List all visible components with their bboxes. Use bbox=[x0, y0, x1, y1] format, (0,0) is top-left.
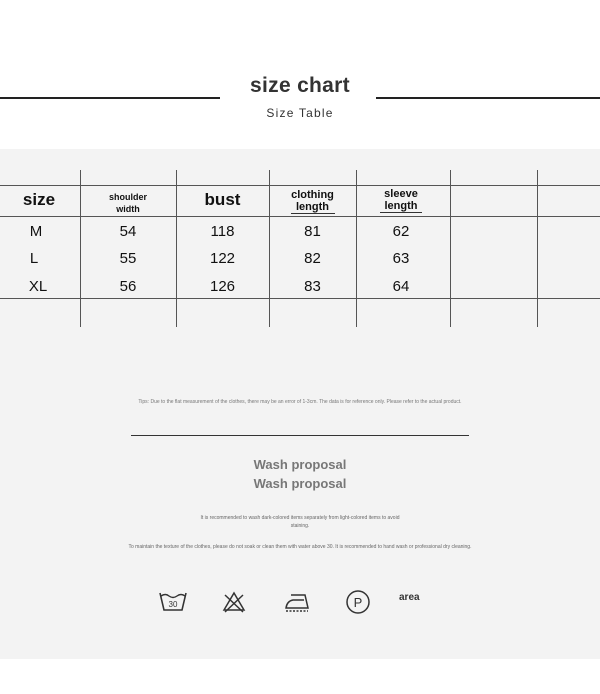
cell-bust: 122 bbox=[209, 250, 236, 267]
table-bottom-line bbox=[0, 298, 600, 299]
table-header-line bbox=[0, 216, 600, 217]
cell-shoulder: 56 bbox=[119, 278, 137, 295]
measurement-tip: Tips: Due to the flat measurement of the clothes, there may be an error of 1-3cm. The data is for reference only. Please refer to the actual product. bbox=[138, 399, 462, 405]
cell-sleeve: 62 bbox=[392, 223, 410, 240]
page-subtitle: Size Table bbox=[266, 106, 334, 120]
table-col-line bbox=[537, 170, 538, 327]
header-bust: bust bbox=[204, 190, 241, 209]
cell-size: M bbox=[29, 223, 43, 240]
section-divider bbox=[131, 435, 469, 436]
wash-note-temperature: To maintain the texture of the clothes, please do not soak or clean them with water above 30. It is recommended to hand wash or professional dry cleaning. bbox=[128, 544, 472, 550]
page-title: size chart bbox=[250, 74, 350, 97]
header-clothing-line1: clothing bbox=[291, 189, 334, 201]
header-clothing-line2: length bbox=[296, 201, 329, 213]
cell-size: L bbox=[29, 250, 39, 267]
wash-note-line: staining. bbox=[290, 523, 310, 529]
cell-clothing: 83 bbox=[304, 278, 321, 295]
cell-clothing: 82 bbox=[304, 250, 321, 267]
dry-clean-letter: P bbox=[353, 595, 363, 610]
header-sleeve-line2: length bbox=[384, 200, 418, 212]
wash-note-line: It is recommended to wash dark-colored items separately from light-colored items to avoid bbox=[200, 515, 400, 521]
cell-shoulder: 55 bbox=[119, 250, 137, 267]
dry-clean-p-icon bbox=[345, 589, 371, 615]
header-shoulder-line2: width bbox=[116, 204, 140, 214]
header-size: size bbox=[22, 190, 56, 209]
area-label: area bbox=[399, 592, 420, 603]
header-sleeve-line1: sleeve bbox=[384, 188, 418, 200]
wash-note-separate bbox=[150, 514, 450, 530]
cell-sleeve: 64 bbox=[392, 278, 410, 295]
cell-size: XL bbox=[28, 278, 48, 295]
header-clothing-underline bbox=[291, 213, 335, 214]
iron-icon bbox=[283, 590, 311, 614]
cell-shoulder: 54 bbox=[119, 223, 137, 240]
table-top-line bbox=[0, 185, 600, 186]
wash-title-repeat: Wash proposal bbox=[253, 476, 347, 491]
table-col-line bbox=[450, 170, 451, 327]
cell-clothing: 81 bbox=[304, 223, 321, 240]
wash-30-icon bbox=[158, 590, 188, 614]
header-sleeve-underline bbox=[380, 212, 422, 213]
wash-title: Wash proposal bbox=[253, 457, 347, 472]
cell-sleeve: 63 bbox=[392, 250, 410, 267]
header-shoulder-line1: shoulder bbox=[108, 192, 147, 202]
wash-temp-label: 30 bbox=[168, 600, 178, 609]
cell-bust: 118 bbox=[210, 223, 235, 240]
no-bleach-icon bbox=[222, 591, 246, 613]
cell-bust: 126 bbox=[209, 278, 236, 295]
